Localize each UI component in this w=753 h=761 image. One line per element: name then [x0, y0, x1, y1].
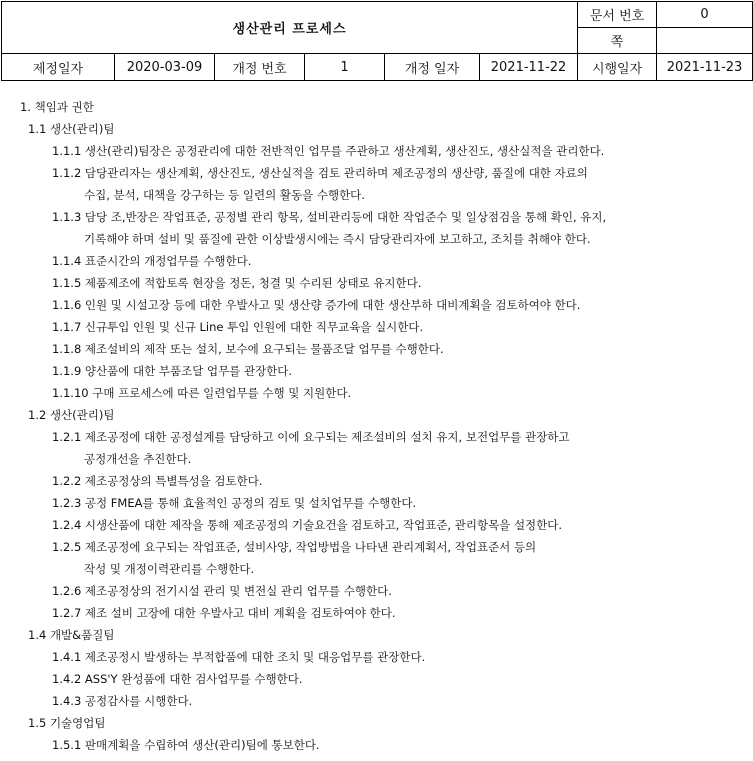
subsection-heading: 1.4 개발&품질팀: [28, 628, 115, 642]
section-heading: 1. 책임과 권한: [20, 100, 94, 114]
list-item: 1.4.3 공정감사를 시행한다.: [52, 694, 193, 708]
page-value: [657, 28, 753, 54]
list-item: 1.4.1 제조공정시 발생하는 부적합품에 대한 조치 및 대응업무를 관장한다.: [52, 650, 426, 664]
list-item: 1.1.6 인원 및 시설고장 등에 대한 우발사고 및 생산량 증가에 대한 생산부하 대비계획을 검토하여야 한다.: [52, 298, 581, 312]
list-item-continuation: 공정개선을 추진한다.: [84, 452, 192, 466]
list-item: 1.5.1 판매계획을 수립하여 생산(관리)팀에 통보한다.: [52, 738, 320, 752]
list-item: 1.1.3 담당 조,반장은 작업표준, 공정별 관리 항목, 설비관리등에 대한 작업준수 및 일상점검을 통해 확인, 유지,: [52, 210, 607, 224]
list-item: 1.1.2 담당관리자는 생산계획, 생산진도, 생산실적을 검토 관리하며 제조공정의 생산량, 품질에 대한 자료의: [52, 166, 588, 180]
list-item: 1.2.5 제조공정에 요구되는 작업표준, 설비사양, 작업방법을 나타낸 관리계획서, 작업표준서 등의: [52, 540, 537, 554]
doc-no-value: 0: [657, 2, 753, 28]
list-item: 1.2.4 시생산품에 대한 제작을 통해 제조공정의 기술요건을 검토하고, 작업표준, 관리항목을 설정한다.: [52, 518, 563, 532]
list-item: 1.1.8 제조설비의 제작 또는 설치, 보수에 요구되는 물품조달 업무를 수행한다.: [52, 342, 444, 356]
list-item: 1.4.2 ASS'Y 완성품에 대한 검사업무를 수행한다.: [52, 672, 303, 686]
list-item-continuation: 기록해야 하며 설비 및 품질에 관한 이상발생시에는 즉시 담당관리자에 보고하고, 조치를 취해야 한다.: [84, 232, 591, 246]
list-item: 1.1.7 신규투입 인원 및 신규 Line 투입 인원에 대한 직무교육을 실시한다.: [52, 320, 424, 334]
list-item: 1.1.9 양산품에 대한 부품조달 업무를 관장한다.: [52, 364, 293, 378]
list-item: 1.2.6 제조공정상의 전기시설 관리 및 변전실 관리 업무를 수행한다.: [52, 584, 392, 598]
document-title: 생산관리 프로세스: [2, 2, 578, 54]
list-item: 1.1.10 구매 프로세스에 따른 일련업무를 수행 및 지원한다.: [52, 386, 352, 400]
list-item: 1.2.1 제조공정에 대한 공정설계를 담당하고 이에 요구되는 제조설비의 설치 유지, 보전업무를 관장하고: [52, 430, 570, 444]
list-item: 1.1.1 생산(관리)팀장은 공정관리에 대한 전반적인 업무를 주관하고 생산계획, 생산진도, 생산실적을 관리한다.: [52, 144, 605, 158]
enact-date-label: 제정일자: [2, 54, 115, 81]
list-item: 1.1.5 제품제조에 적합토록 현장을 정돈, 청결 및 수리된 상태로 유지한다.: [52, 276, 422, 290]
list-item: 1.2.3 공정 FMEA를 통해 효율적인 공정의 검토 및 설치업무를 수행한다.: [52, 496, 417, 510]
subsection-heading: 1.1 생산(관리)팀: [28, 122, 115, 136]
subsection-heading: 1.2 생산(관리)팀: [28, 408, 115, 422]
list-item: 1.1.4 표준시간의 개정업무를 수행한다.: [52, 254, 252, 268]
list-item-continuation: 수집, 분석, 대책을 강구하는 등 일련의 활동을 수행한다.: [84, 188, 365, 202]
effective-date-label: 시행일자: [578, 54, 657, 81]
doc-no-label: 문서 번호: [578, 2, 657, 28]
subsection-heading: 1.5 기술영업팀: [28, 716, 106, 730]
effective-date-value: 2021-11-23: [657, 54, 753, 81]
revision-date-label: 개정 일자: [385, 54, 480, 81]
revision-number-value: 1: [305, 54, 385, 81]
list-item: 1.2.2 제조공정상의 특별특성을 검토한다.: [52, 474, 263, 488]
revision-number-label: 개정 번호: [215, 54, 305, 81]
page-label: 쪽: [578, 28, 657, 54]
revision-date-value: 2021-11-22: [480, 54, 578, 81]
list-item-continuation: 작성 및 개정이력관리를 수행한다.: [84, 562, 255, 576]
header-table: [1, 1, 753, 81]
list-item: 1.2.7 제조 설비 고장에 대한 우발사고 대비 계획을 검토하여야 한다.: [52, 606, 396, 620]
enact-date-value: 2020-03-09: [115, 54, 215, 81]
